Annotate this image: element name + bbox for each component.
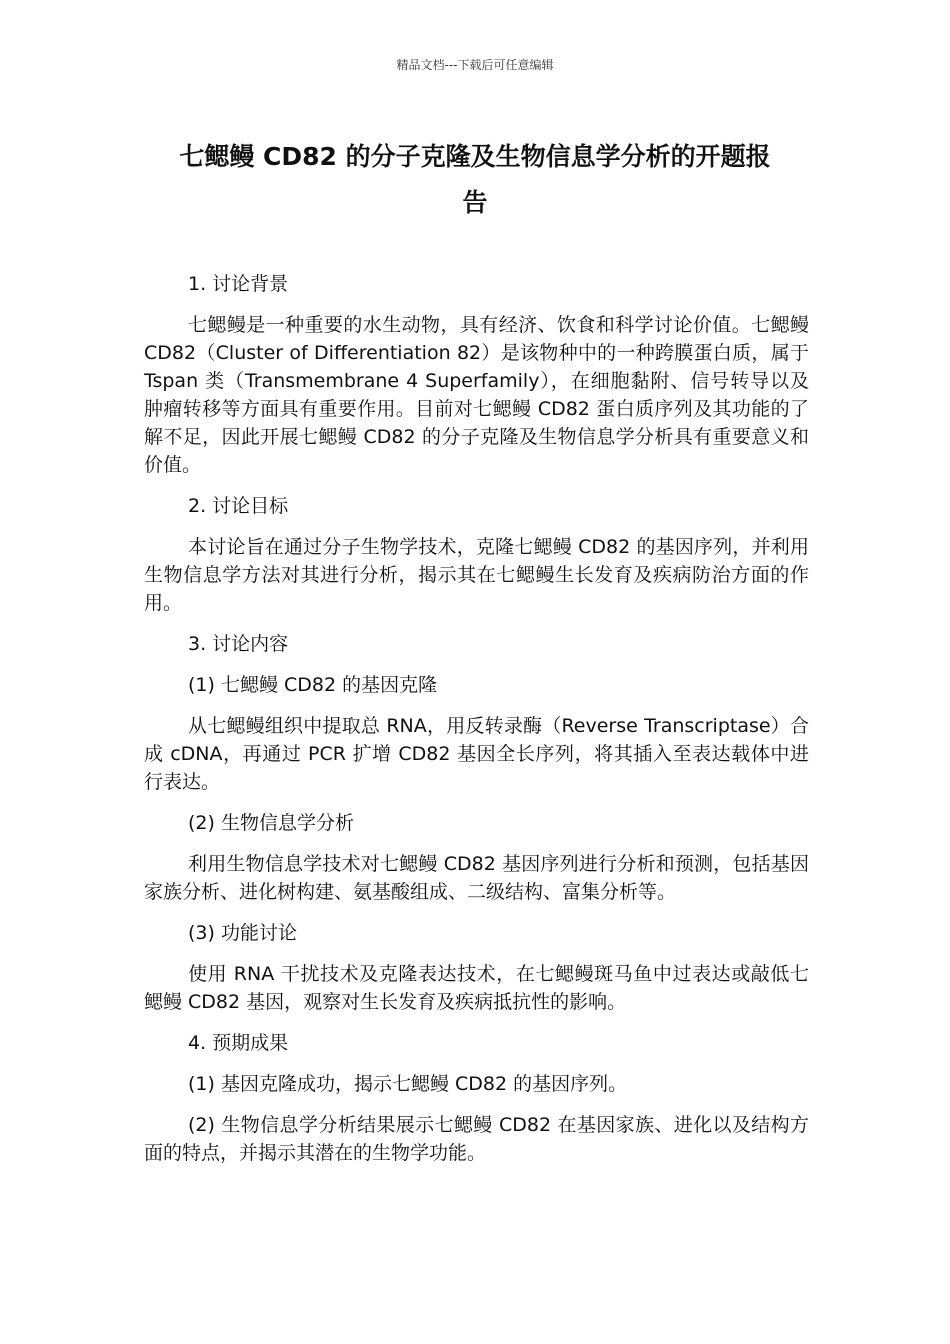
- document-title: [140, 134, 810, 226]
- subheading-bioinformatics: (2) 生物信息学分析: [188, 812, 354, 834]
- header-watermark: 精品文档---下载后可任意编辑: [396, 58, 554, 72]
- section-heading-expected-results: 4. 预期成果: [188, 1032, 289, 1054]
- subheading-gene-cloning: (1) 七鳃鳗 CD82 的基因克隆: [188, 674, 438, 696]
- section-heading-objectives: 2. 讨论目标: [188, 495, 289, 517]
- document-body: [144, 270, 809, 1180]
- expected-result-item-2: (2) 生物信息学分析结果展示七鳃鳗 CD82 在基因家族、进化以及结构方面的特点，并揭示其潜在的生物学功能。: [144, 1114, 809, 1164]
- expected-result-item-1: (1) 基因克隆成功，揭示七鳃鳗 CD82 的基因序列。: [188, 1073, 628, 1095]
- paragraph-objectives: 本讨论旨在通过分子生物学技术，克隆七鳃鳗 CD82 的基因序列，并利用生物信息学方法对其进行分析，揭示其在七鳃鳗生长发育及疾病防治方面的作用。: [144, 536, 809, 614]
- section-heading-background: 1. 讨论背景: [188, 273, 289, 295]
- section-heading-content: 3. 讨论内容: [188, 633, 289, 655]
- paragraph-gene-cloning: 从七鳃鳗组织中提取总 RNA，用反转录酶（Reverse Transcriptase）合成 cDNA，再通过 PCR 扩增 CD82 基因全长序列，将其插入至表达载体中进行表达。: [144, 715, 809, 793]
- paragraph-background: 七鳃鳗是一种重要的水生动物，具有经济、饮食和科学讨论价值。七鳃鳗 CD82（Cluster of Differentiation 82）是该物种中的一种跨膜蛋白质，属于 Tspan 类（Transmembrane 4 Superfamily），在细胞黏附、信号转导以及肿瘤转移等方面具有重要作用。目前对七鳃鳗 CD82 蛋白质序列及其功能的了解不足，因此开展七鳃鳗 CD82 的分子克隆及生物信息学分析具有重要意义和价值。: [144, 314, 809, 476]
- paragraph-function-study: 使用 RNA 干扰技术及克隆表达技术，在七鳃鳗斑马鱼中过表达或敲低七鳃鳗 CD82 基因，观察对生长发育及疾病抵抗性的影响。: [144, 963, 809, 1013]
- title-line-2: 告: [462, 188, 488, 217]
- title-line-1: 七鳃鳗 CD82 的分子克隆及生物信息学分析的开题报: [179, 142, 771, 171]
- paragraph-bioinformatics: 利用生物信息学技术对七鳃鳗 CD82 基因序列进行分析和预测，包括基因家族分析、进化树构建、氨基酸组成、二级结构、富集分析等。: [144, 853, 809, 903]
- subheading-function-study: (3) 功能讨论: [188, 922, 297, 944]
